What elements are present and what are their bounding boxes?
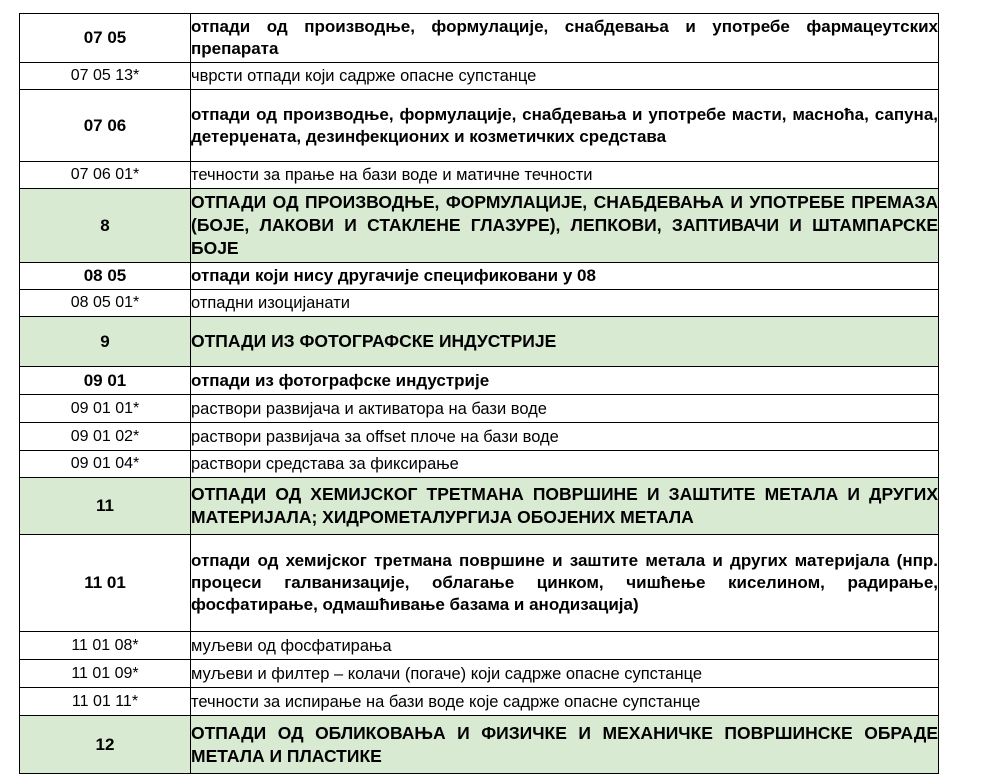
waste-description [191, 290, 939, 317]
waste-description [191, 63, 939, 90]
waste-description-text: отпади од производње, формулације, снабдевања и употребе фармацеутских препарата [191, 17, 938, 58]
waste-entry-row [20, 688, 939, 716]
waste-code: 07 06 01* [20, 162, 191, 189]
chapter-title-text: ОТПАДИ ОД ОБЛИКОВАЊА И ФИЗИЧКЕ И МЕХАНИЧКЕ ПОВРШИНСКЕ ОБРАДЕ МЕТАЛА И ПЛАСТИКЕ [191, 722, 938, 766]
waste-code: 09 01 [20, 367, 191, 395]
waste-description [191, 367, 939, 395]
waste-code: 11 01 08* [20, 632, 191, 660]
waste-description-text: муљеви од фосфатирања [191, 636, 392, 655]
waste-description [191, 660, 939, 688]
subchapter-row [20, 90, 939, 162]
waste-description [191, 14, 939, 63]
chapter-title [191, 189, 939, 263]
waste-description-text: течности за испирање на бази воде које садрже опасне супстанце [191, 692, 701, 711]
waste-code: 08 05 [20, 263, 191, 290]
waste-description [191, 632, 939, 660]
waste-description [191, 90, 939, 162]
waste-code: 07 05 13* [20, 63, 191, 90]
waste-entry-row [20, 162, 939, 189]
chapter-title-text: ОТПАДИ ОД ПРОИЗВОДЊЕ, ФОРМУЛАЦИЈЕ, СНАБДЕВАЊА И УПОТРЕБЕ ПРЕМАЗА (БОЈЕ, ЛАКОВИ И СТАКЛЕНЕ ГЛАЗУРЕ), ЛЕПКОВИ, ЗАПТИВАЧИ И ШТАМПАРСКЕ БОЈЕ [191, 192, 938, 258]
waste-code: 08 05 01* [20, 290, 191, 317]
waste-description-text: отпади од хемијског третмана површине и заштите метала и других материјала (нпр. процеси галванизације, облагање цинком, чишћење киселином, радирање, фосфатирање, одмашћивање базама и анодизација) [191, 551, 938, 614]
waste-catalogue-table [19, 13, 939, 774]
chapter-code: 11 [20, 478, 191, 535]
subchapter-row [20, 263, 939, 290]
waste-description-text: отпади који нису другачије спецификовани у 08 [191, 266, 596, 285]
waste-description [191, 263, 939, 290]
waste-entry-row [20, 660, 939, 688]
waste-description-text: раствори средстава за фиксирање [191, 455, 459, 473]
waste-code: 11 01 11* [20, 688, 191, 716]
waste-code: 11 01 09* [20, 660, 191, 688]
chapter-code: 9 [20, 317, 191, 367]
waste-catalogue-body [20, 14, 939, 774]
subchapter-row [20, 535, 939, 632]
waste-description-text: раствори развијача за offset плоче на бази воде [191, 427, 559, 446]
waste-description [191, 162, 939, 189]
waste-description [191, 451, 939, 478]
waste-description-text: отпадни изоцијанати [191, 294, 351, 312]
waste-entry-row [20, 290, 939, 317]
waste-description-text: отпади из фотографске индустрије [191, 370, 490, 390]
waste-code: 09 01 04* [20, 451, 191, 478]
subchapter-row [20, 14, 939, 63]
waste-code: 09 01 01* [20, 395, 191, 423]
waste-description [191, 535, 939, 632]
waste-code: 07 06 [20, 90, 191, 162]
chapter-title-text: ОТПАДИ ИЗ ФОТОГРАФСКЕ ИНДУСТРИЈЕ [191, 331, 557, 351]
chapter-row [20, 189, 939, 263]
chapter-title [191, 317, 939, 367]
waste-description-text: раствори развијача и активатора на бази воде [191, 399, 547, 418]
waste-description-text: чврсти отпади који садрже опасне супстанце [191, 67, 537, 85]
waste-description [191, 395, 939, 423]
waste-description [191, 688, 939, 716]
chapter-title [191, 478, 939, 535]
waste-entry-row [20, 395, 939, 423]
waste-description-text: течности за прање на бази воде и матичне течности [191, 166, 593, 184]
chapter-code: 12 [20, 716, 191, 774]
chapter-code: 8 [20, 189, 191, 263]
subchapter-row [20, 367, 939, 395]
waste-entry-row [20, 423, 939, 451]
chapter-row [20, 317, 939, 367]
chapter-title [191, 716, 939, 774]
waste-entry-row [20, 451, 939, 478]
waste-code: 09 01 02* [20, 423, 191, 451]
waste-code: 11 01 [20, 535, 191, 632]
waste-entry-row [20, 63, 939, 90]
chapter-title-text: ОТПАДИ ОД ХЕМИЈСКОГ ТРЕТМАНА ПОВРШИНЕ И ЗАШТИТЕ МЕТАЛА И ДРУГИХ МАТЕРИЈАЛА; ХИДРОМЕТАЛУРГИЈА ОБОЈЕНИХ МЕТАЛА [191, 484, 938, 527]
waste-entry-row [20, 632, 939, 660]
chapter-row [20, 478, 939, 535]
waste-description [191, 423, 939, 451]
waste-description-text: отпади од производње, формулације, снабдевања и употребе масти, масноћа, сапуна, детерџената, дезинфекционих и козметичких средстава [191, 104, 938, 146]
chapter-row [20, 716, 939, 774]
waste-description-text: муљеви и филтер – колачи (погаче) који садрже опасне супстанце [191, 664, 703, 683]
waste-code: 07 05 [20, 14, 191, 63]
